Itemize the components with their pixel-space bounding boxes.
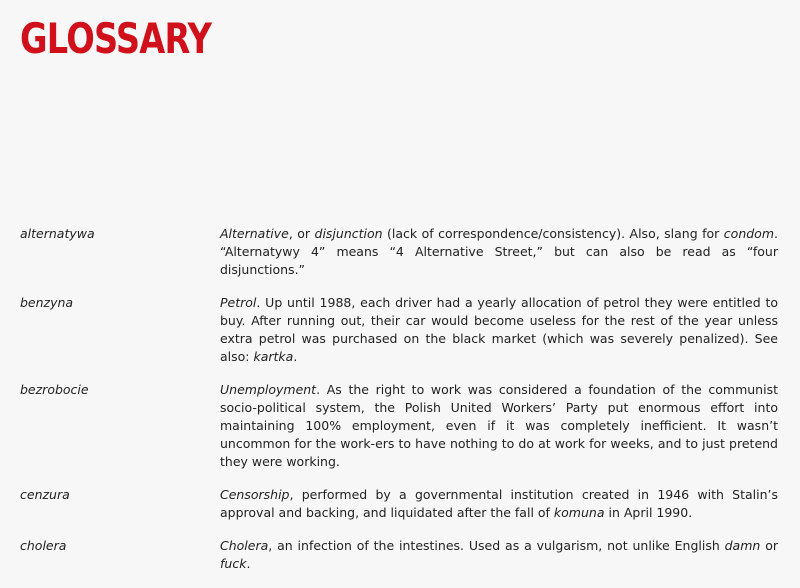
definition-text: (lack of correspondence/consistency). Also, slang for <box>382 226 724 241</box>
definition-emphasis: Alternative <box>220 226 289 241</box>
glossary-entry <box>20 486 778 522</box>
definition-emphasis: kartka <box>253 349 294 364</box>
definition-text: , an infection of the intestines. Used as a vulgarism, not unlike English <box>268 538 725 553</box>
glossary-entry <box>20 294 778 366</box>
definition-emphasis: fuck <box>220 556 247 571</box>
glossary-term: cholera <box>20 538 67 553</box>
definition-text: . <box>246 556 251 571</box>
glossary-entry <box>20 537 778 573</box>
glossary-definition <box>220 381 778 471</box>
definition-emphasis: Unemployment <box>220 382 317 397</box>
glossary-definition <box>220 537 778 573</box>
glossary-term: bezrobocie <box>20 382 89 397</box>
glossary-term: alternatywa <box>20 226 95 241</box>
definition-text: or <box>760 538 778 553</box>
glossary-term: cenzura <box>20 487 70 502</box>
definition-emphasis: Cholera <box>220 538 269 553</box>
definition-emphasis: damn <box>724 538 761 553</box>
definition-text: . “Alternatywy 4” means “4 Alternative Street,” but can also be read as “four disjunctions.” <box>220 226 778 277</box>
definition-emphasis: komuna <box>553 505 605 520</box>
definition-text: , performed by a governmental institution created in 1946 with Stalin’s approval and backing, and liquidated after the fall of <box>220 487 778 520</box>
definition-text: , or <box>288 226 315 241</box>
definition-text: . <box>293 349 298 364</box>
definition-emphasis: condom <box>723 226 774 241</box>
glossary-entry <box>20 225 778 279</box>
glossary-definition <box>220 225 778 279</box>
definition-emphasis: Censorship <box>220 487 290 502</box>
definition-text: . Up until 1988, each driver had a yearly allocation of petrol they were entitled to buy. After running out, their car would become useless for the rest of the year unless extra petrol was purchased on the black market (which was severely penalized). See also: <box>220 295 778 364</box>
definition-text: in April 1990. <box>604 505 693 520</box>
glossary-list <box>20 225 778 588</box>
page-title: GLOSSARY <box>20 14 212 63</box>
definition-text: . As the right to work was considered a foundation of the communist socio-political system, the Polish United Workers’ Party put enormous effort into maintaining 100% employment, even if it was completely inefficient. It wasn’t uncommon for the work-ers to have nothing to do at work for weeks, and to just pretend they were working. <box>220 382 778 469</box>
glossary-definition <box>220 294 778 366</box>
definition-emphasis: disjunction <box>314 226 383 241</box>
glossary-term: benzyna <box>20 295 74 310</box>
glossary-entry <box>20 381 778 471</box>
glossary-definition <box>220 486 778 522</box>
definition-emphasis: Petrol <box>220 295 257 310</box>
